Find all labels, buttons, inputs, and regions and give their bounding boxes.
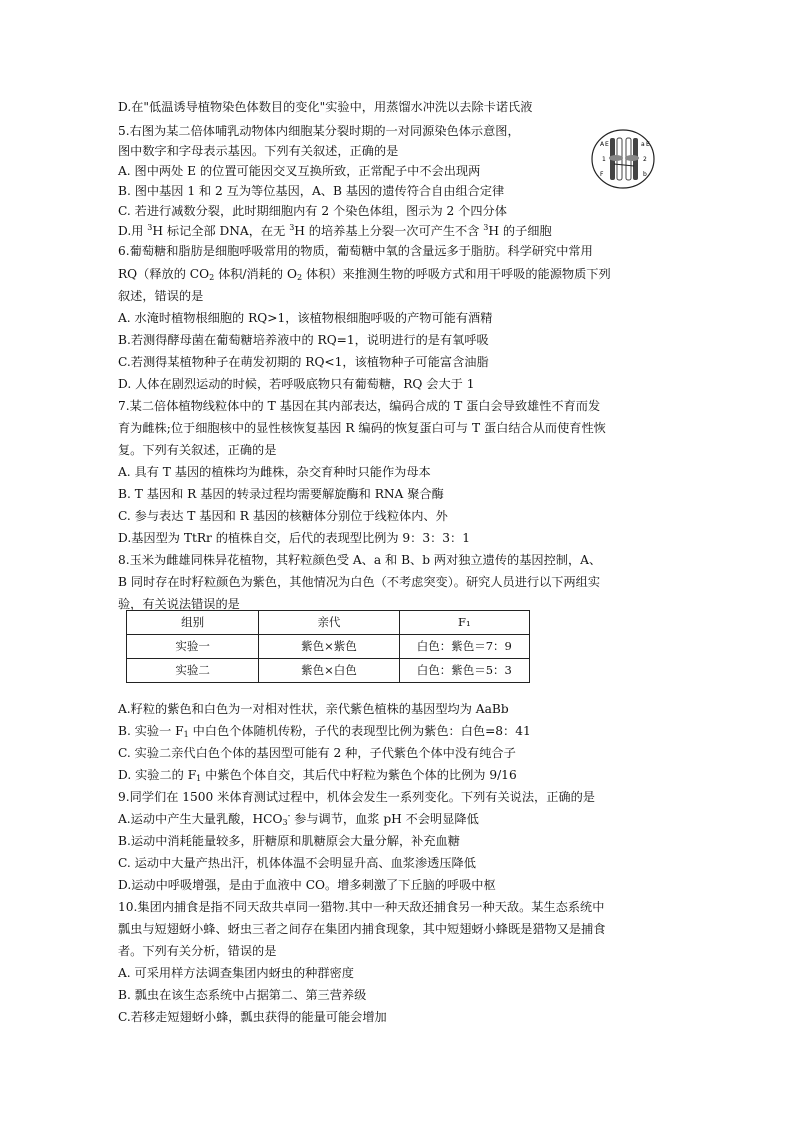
table-header-cell: 组别 <box>127 611 259 635</box>
option-line: D.基因型为 TtRr 的植株自交，后代的表现型比例为 9：3：3：1 <box>118 531 471 545</box>
option-line: C. 实验二亲代白色个体的基因型可能有 2 种，子代紫色个体中没有纯合子 <box>118 746 516 760</box>
table-header-cell: F₁ <box>399 611 529 635</box>
option-line: A. 图中两处 E 的位置可能因交叉互换所致，正常配子中不会出现两 <box>118 164 481 178</box>
table-cell: 实验二 <box>127 659 259 683</box>
option-line: A. 水淹时植物根细胞的 RQ>1，该植物根细胞呼吸的产物可能有酒精 <box>118 311 493 325</box>
question-9-stem: 9.同学们在 1500 米体育测试过程中，机体会发生一系列变化。下列有关说法，正确的是 <box>118 790 595 804</box>
question-7-stem: 7.某二倍体植物线粒体中的 T 基因在其内部表达，编码合成的 T 蛋白会导致雄性不育而发 <box>118 399 601 413</box>
option-line: A.籽粒的紫色和白色为一对相对性状，亲代紫色植株的基因型均为 AaBb <box>118 702 509 716</box>
homologous-chromosome-figure <box>590 128 656 190</box>
text-line: 育为雌株;位于细胞核中的显性核恢复基因 R 编码的恢复蛋白可与 T 蛋白结合从而使育性恢 <box>118 421 606 435</box>
text-line: 者。下列有关分析，错误的是 <box>118 944 277 958</box>
option-line: C.若测得某植物种子在萌发初期的 RQ<1，该植物种子可能富含油脂 <box>118 355 489 369</box>
text-line: 复。下列有关叙述，正确的是 <box>118 443 277 457</box>
text-line: D.在"低温诱导植物染色体数目的变化"实验中，用蒸馏水冲洗以去除卡诺氏液 <box>118 100 533 114</box>
option-line: A. 可采用样方法调查集团内蚜虫的种群密度 <box>118 966 354 980</box>
option-line: B.运动中消耗能量较多，肝糖原和肌糖原会大量分解，补充血糖 <box>118 834 460 848</box>
table-row <box>127 659 530 683</box>
gene-label: E <box>605 141 609 148</box>
option-line: B. 实验一 $F_1$ 中白色个体随机传粉，子代的表现型比例为紫色：白色=8：41 <box>118 724 531 739</box>
question-6-stem: 6.葡萄糖和脂肪是细胞呼吸常用的物质，葡萄糖中氧的含量远多于脂肪。科学研究中常用 <box>118 244 593 258</box>
table-cell: 紫色×紫色 <box>259 635 399 659</box>
experiment-table <box>126 610 530 683</box>
option-line: D. 实验二的 $F_1$ 中紫色个体自交，其后代中籽粒为紫色个体的比例为 9/16 <box>118 768 517 783</box>
gene-label: b <box>643 171 647 178</box>
table-header-cell: 亲代 <box>259 611 399 635</box>
gene-label: a <box>641 141 645 148</box>
gene-label: 2 <box>643 156 647 163</box>
text-line: 瓢虫与短翅蚜小蜂、蚜虫三者之间存在集团内捕食现象，其中短翅蚜小蜂既是猎物又是捕食 <box>118 922 606 936</box>
gene-label: 1 <box>602 156 606 163</box>
option-line: D.用 $^3$H 标记全部 DNA，在无 $^3$H 的培养基上分裂一次可产生不含 $^3$H 的子细胞 <box>118 223 552 238</box>
option-line: B. T 基因和 R 基因的转录过程均需要解旋酶和 RNA 聚合酶 <box>118 487 444 501</box>
option-line: D. 人体在剧烈运动的时候，若呼吸底物只有葡萄糖，RQ 会大于 1 <box>118 377 475 391</box>
option-line: B. 瓢虫在该生态系统中占据第二、第三营养级 <box>118 988 367 1002</box>
table-row <box>127 635 530 659</box>
option-line: C. 运动中大量产热出汗，机体体温不会明显升高、血浆渗透压降低 <box>118 856 476 870</box>
table-cell: 白色：紫色＝7：9 <box>399 635 529 659</box>
question-5-stem: 5.右图为某二倍体哺乳动物体内细胞某分裂时期的一对同源染色体示意图， <box>118 124 520 138</box>
option-line: C. 若进行减数分裂，此时期细胞内有 2 个染色体组，图示为 2 个四分体 <box>118 204 507 218</box>
text-line: B 同时存在时籽粒颜色为紫色，其他情况为白色（不考虑突变）。研究人员进行以下两组实 <box>118 575 601 589</box>
option-line: D.运动中呼吸增强，是由于血液中 CO。增多刺激了下丘脑的呼吸中枢 <box>118 878 496 892</box>
text-line: 图中数字和字母表示基因。下列有关叙述，正确的是 <box>118 144 399 158</box>
gene-label: A <box>600 141 605 148</box>
text-line: 验，有关说法错误的是 <box>118 597 240 611</box>
gene-label: E <box>646 141 650 148</box>
table-cell: 实验一 <box>127 635 259 659</box>
question-8-stem: 8.玉米为雌雄同株异花植物，其籽粒颜色受 A、a 和 B、b 两对独立遗传的基因控制，A、 <box>118 553 602 567</box>
option-line: A. 具有 T 基因的植株均为雌株，杂交育种时只能作为母本 <box>118 465 431 479</box>
table-header-row <box>127 611 530 635</box>
table-cell: 白色：紫色＝5：3 <box>399 659 529 683</box>
option-line: C.若移走短翅蚜小蜂，瓢虫获得的能量可能会增加 <box>118 1010 387 1024</box>
text-line: RQ（释放的 $CO_2$ 体积/消耗的 $O_2$ 体积）来推测生物的呼吸方式和用干呼吸的能源物质下列 <box>118 267 611 282</box>
option-line: C. 参与表达 T 基因和 R 基因的核糖体分别位于线粒体内、外 <box>118 509 448 523</box>
question-10-stem: 10.集团内捕食是指不同天敌共卓同一猎物.其中一种天敌还捕食另一种天敌。某生态系统中 <box>118 900 605 914</box>
table-cell: 紫色×白色 <box>259 659 399 683</box>
option-line: B.若测得酵母菌在葡萄糖培养液中的 RQ=1，说明进行的是有氧呼吸 <box>118 333 489 347</box>
text-line: 叙述，错误的是 <box>118 289 204 303</box>
option-line: B. 图中基因 1 和 2 互为等位基因，A、B 基因的遗传符合自由组合定律 <box>118 184 505 198</box>
gene-label: F <box>600 171 604 178</box>
option-line: A.运动中产生大量乳酸，$HCO_3^-$ 参与调节，血浆 pH 不会明显降低 <box>118 811 479 827</box>
